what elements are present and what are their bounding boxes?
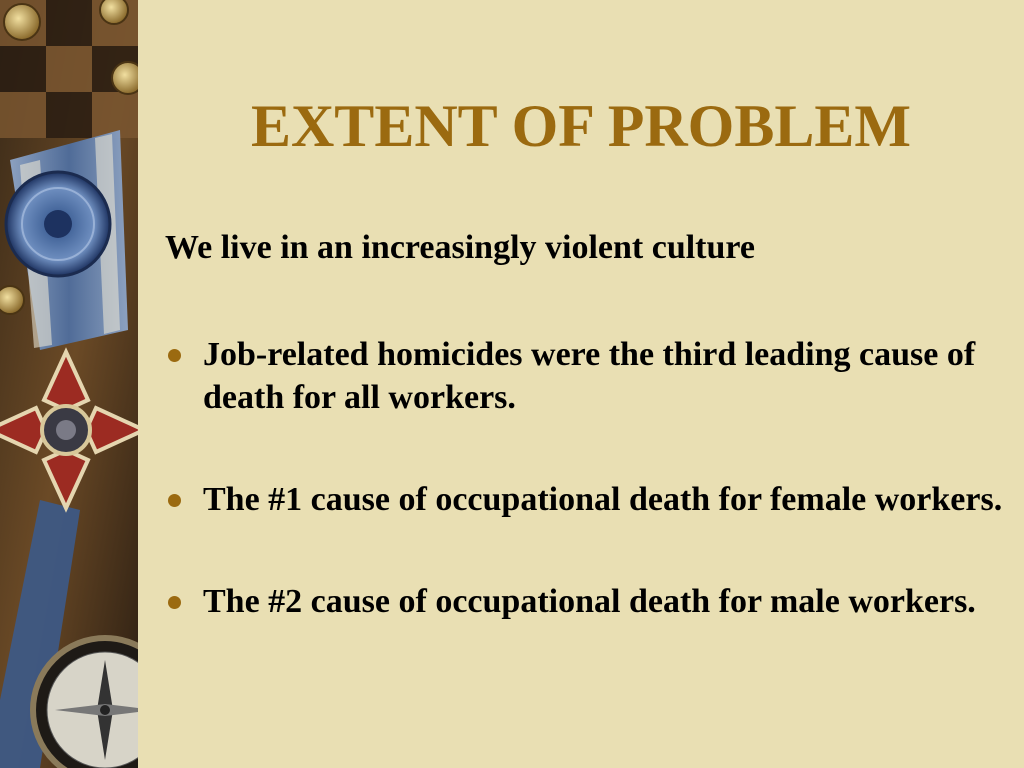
intro-text: We live in an increasingly violent culture xyxy=(165,229,755,266)
bullet-icon xyxy=(168,596,181,609)
medal-icon xyxy=(6,172,110,276)
bullet-item xyxy=(165,478,1005,521)
decorative-side-panel xyxy=(0,0,138,768)
slide-title: EXTENT OF PROBLEM xyxy=(250,93,912,159)
medal-collage-image xyxy=(0,0,138,768)
bullet-icon xyxy=(168,494,181,507)
bullet-text: The #1 cause of occupational death for female workers. xyxy=(203,481,1003,518)
bullet-item xyxy=(165,580,1005,623)
bullet-item xyxy=(165,333,1005,419)
bullet-list xyxy=(165,333,1005,682)
bullet-text: The #2 cause of occupational death for male workers. xyxy=(203,583,976,620)
bullet-icon xyxy=(168,349,181,362)
bullet-text: Job-related homicides were the third leading cause of death for all workers. xyxy=(203,336,976,416)
